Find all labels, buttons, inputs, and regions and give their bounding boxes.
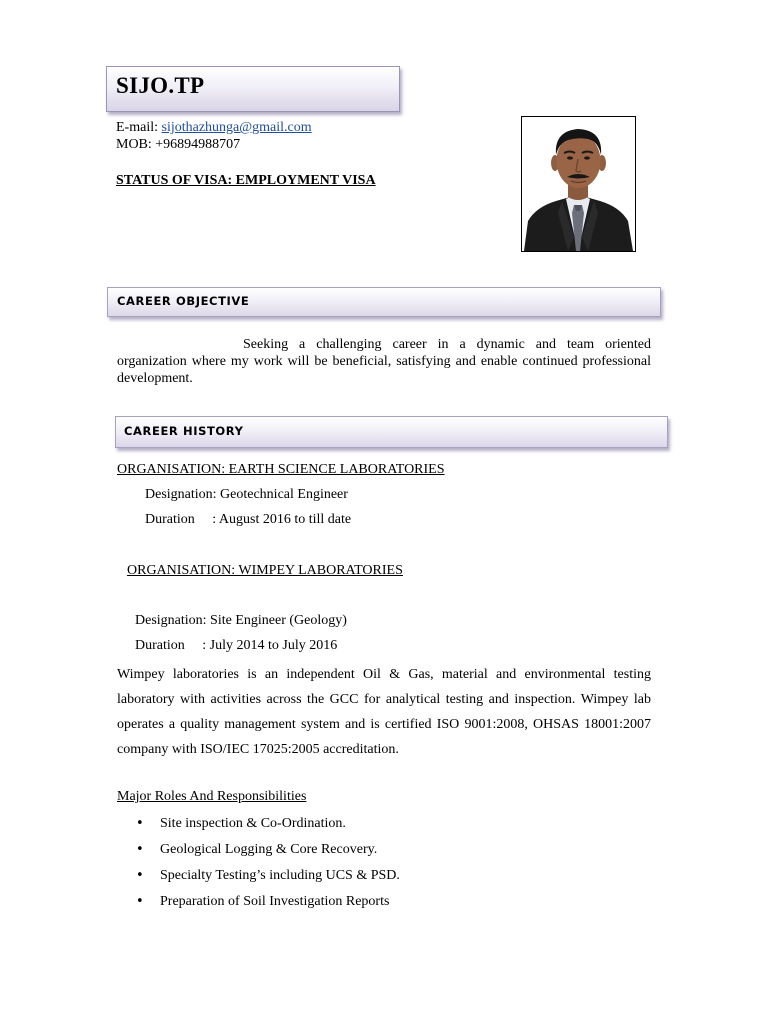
- person-portrait-photo: [521, 116, 636, 252]
- organisation-2-description: Wimpey laboratories is an independent Oil & Gas, material and environmental testing laboratory with activities across the GCC for analytical testing and inspection. Wimpey lab operates a quality management system and is certified ISO 9001:2008, OHSAS 18001:2007 company with ISO/IEC 17025:2005 accreditation.: [117, 667, 651, 757]
- roles-heading: Major Roles And Responsibilities: [117, 789, 307, 804]
- list-item: [136, 867, 400, 893]
- organisation-2: ORGANISATION: WIMPEY LABORATORIES: [127, 563, 403, 578]
- bullet-icon: •: [136, 868, 144, 883]
- bullet-icon: •: [136, 842, 144, 857]
- email-line: [116, 120, 312, 136]
- portrait-illustration: [522, 117, 635, 251]
- list-item: [136, 841, 400, 867]
- duration-1: Duration : August 2016 to till date: [145, 512, 352, 527]
- organisation-1: ORGANISATION: EARTH SCIENCE LABORATORIES: [117, 462, 445, 477]
- visa-status: STATUS OF VISA: EMPLOYMENT VISA: [116, 173, 376, 188]
- mobile-number: MOB: +96894988707: [116, 137, 241, 152]
- objective-paragraph: Seeking a challenging career in a dynamic and team oriented organization where my work will be beneficial, satisfying and enable continued professional development.: [117, 337, 651, 386]
- list-item: [136, 815, 400, 841]
- section-title: CAREER OBJECTIVE: [117, 294, 250, 308]
- designation-2: Designation: Site Engineer (Geology): [135, 613, 347, 628]
- candidate-name: SIJO.TP: [116, 73, 205, 98]
- career-objective-text: [117, 336, 651, 387]
- list-item: [136, 893, 400, 919]
- role-text: Site inspection & Co-Ordination.: [160, 816, 346, 831]
- bullet-icon: •: [136, 816, 144, 831]
- career-history-header: [115, 416, 668, 448]
- career-objective-header: [107, 287, 661, 317]
- duration-2: Duration : July 2014 to July 2016: [135, 638, 338, 653]
- role-text: Specialty Testing’s including UCS & PSD.: [160, 868, 400, 883]
- designation-1: Designation: Geotechnical Engineer: [145, 487, 348, 502]
- role-text: Preparation of Soil Investigation Reports: [160, 894, 390, 909]
- email-link[interactable]: sijothazhunga@gmail.com: [161, 120, 312, 135]
- role-text: Geological Logging & Core Recovery.: [160, 842, 378, 857]
- bullet-icon: •: [136, 894, 144, 909]
- name-header-box: [106, 66, 400, 112]
- email-label: E-mail:: [116, 120, 162, 135]
- roles-list: [136, 815, 400, 919]
- section-title: CAREER HISTORY: [124, 424, 244, 438]
